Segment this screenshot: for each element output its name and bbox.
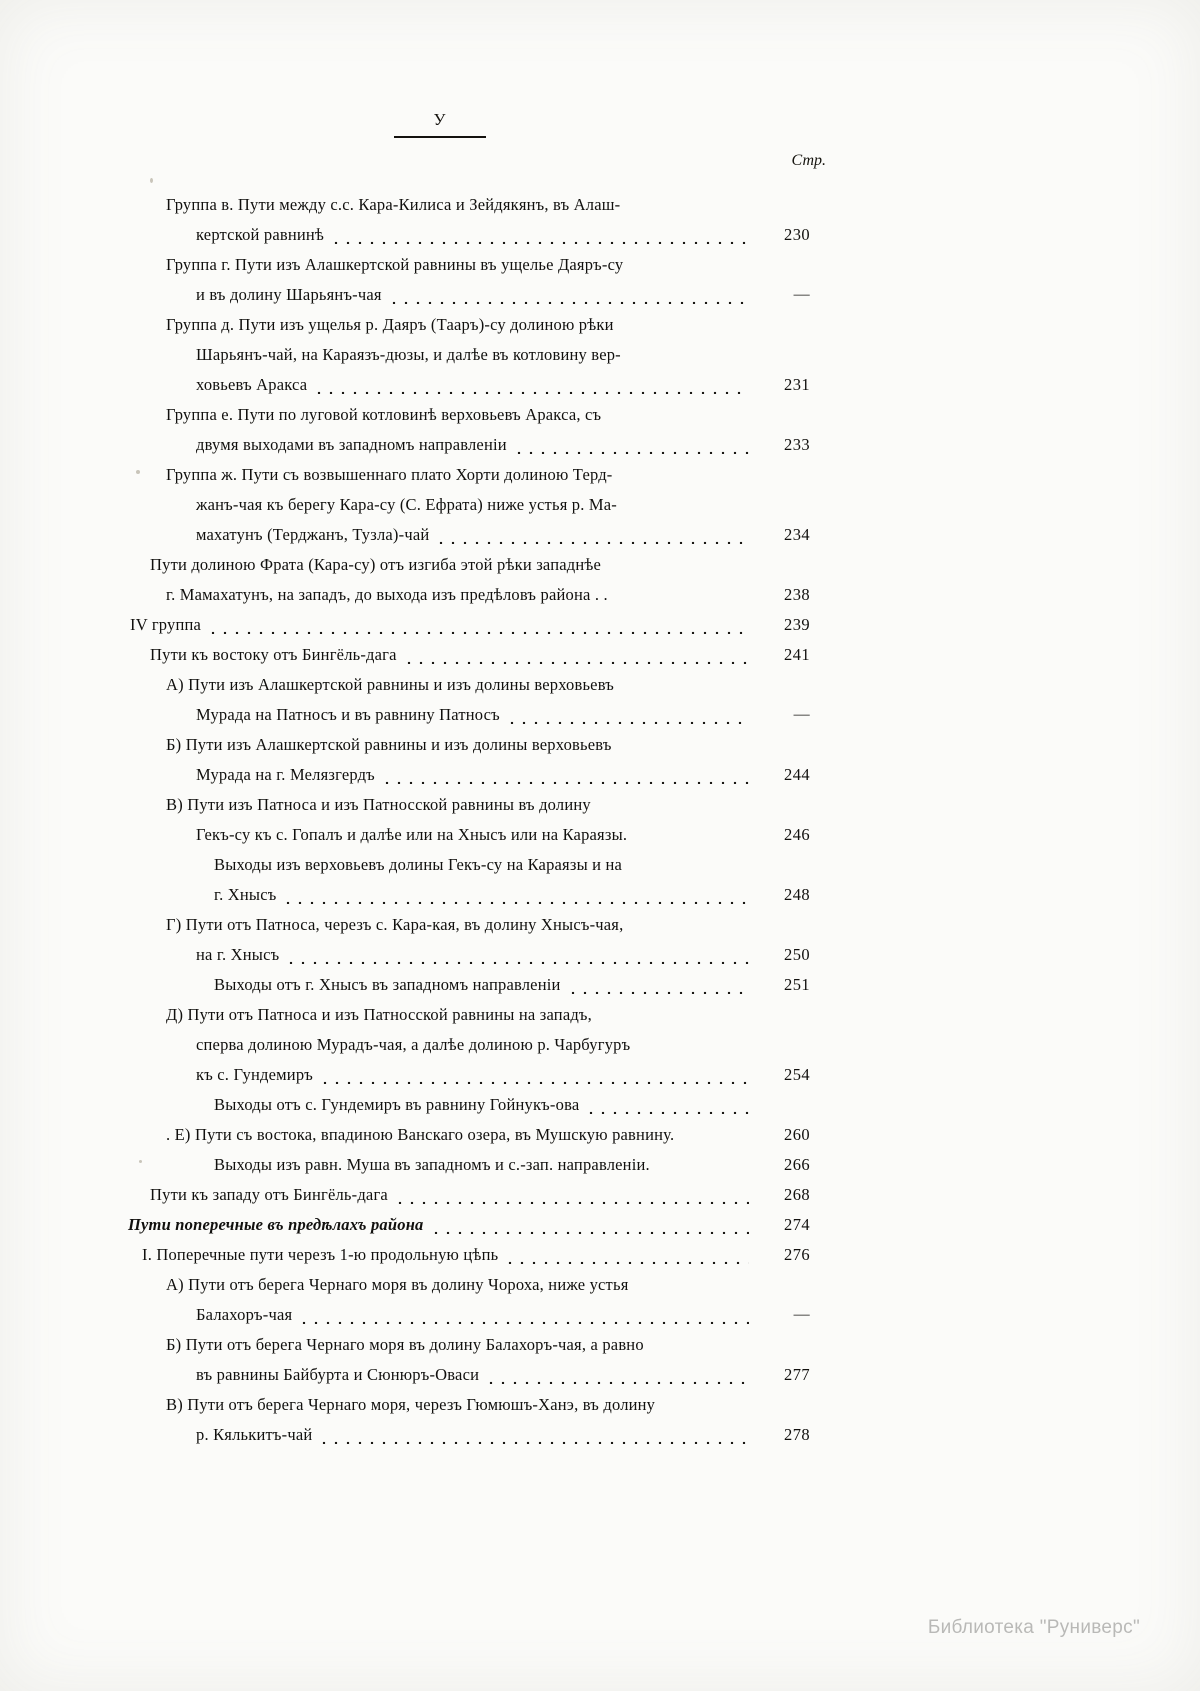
header-rule (394, 136, 486, 138)
toc-page-number: 266 (784, 1155, 810, 1174)
toc-leader-dots (403, 660, 749, 664)
toc-entry[interactable] (150, 1150, 810, 1179)
toc-leader-dots (585, 1110, 749, 1114)
toc-entry[interactable] (150, 370, 810, 399)
toc-entry[interactable] (150, 910, 810, 939)
toc-page-number: 231 (784, 375, 810, 394)
toc-entry[interactable] (150, 730, 810, 759)
toc-page-number: 278 (784, 1425, 810, 1444)
toc-page-number: 274 (784, 1215, 810, 1234)
toc-leader-dots (282, 900, 749, 904)
toc-entry-label: Пути поперечные въ предѣлахъ района (128, 1215, 424, 1234)
toc-entry[interactable] (150, 850, 810, 879)
toc-entry[interactable] (150, 190, 810, 219)
toc-entry[interactable] (150, 340, 810, 369)
toc-entry-label: Пути къ западу отъ Бингёль-дага (150, 1185, 388, 1204)
toc-entry-label: Балахоръ-чая (196, 1305, 293, 1324)
toc-leader-dots (506, 720, 749, 724)
toc-entry-label: В) Пути изъ Патноса и изъ Патносской равнины въ долину (166, 795, 591, 814)
toc-entry-label: IV группа (130, 615, 202, 634)
toc-page-number: 254 (784, 1065, 810, 1084)
toc-entry-label: Б) Пути отъ берега Чернаго моря въ долину Балахоръ-чая, а равно (166, 1335, 644, 1354)
toc-page-number: 260 (784, 1125, 810, 1144)
toc-leader-dots (207, 630, 749, 634)
toc-page-number: 233 (784, 435, 810, 454)
toc-entry-label: Выходы изъ равн. Муша въ западномъ и с.-зап. направленіи. (214, 1155, 650, 1174)
toc-entry[interactable] (150, 460, 810, 489)
toc-page-number: — (793, 1306, 810, 1323)
toc-leader-dots (319, 1080, 749, 1084)
toc-page-number: 250 (784, 945, 810, 964)
toc-page-number: 246 (784, 825, 810, 844)
toc-entry[interactable] (150, 1420, 810, 1449)
page-speck (136, 470, 140, 474)
toc-leader-dots (330, 240, 749, 244)
toc-entry-label: Г) Пути отъ Патноса, черезъ с. Кара-кая, въ долину Хнысъ-чая, (166, 915, 624, 934)
toc-page-number: 251 (784, 975, 810, 994)
toc-entry[interactable] (142, 1240, 810, 1269)
toc-entry[interactable] (150, 580, 810, 609)
toc-entry-label: Выходы изъ верховьевъ долины Гекъ-су на Караязы и на (214, 855, 623, 874)
toc-entry[interactable] (150, 490, 810, 519)
toc-entry[interactable] (150, 1180, 810, 1209)
toc-entry-label: Б) Пути изъ Алашкертской равнины и изъ долины верховьевъ (166, 735, 612, 754)
toc-leader-dots (485, 1380, 749, 1384)
toc-entry-label: А) Пути изъ Алашкертской равнины и изъ долины верховьевъ (166, 675, 615, 694)
toc-entry[interactable] (150, 1330, 810, 1359)
toc-entry-label: Пути долиною Фрата (Кара-су) отъ изгиба этой рѣки западнѣе (150, 555, 602, 574)
toc-entry[interactable] (150, 880, 810, 909)
toc-leader-dots (567, 990, 749, 994)
toc-entry[interactable] (150, 1030, 810, 1059)
toc-entry[interactable] (150, 430, 810, 459)
page-content (128, 110, 826, 1450)
toc-entry-label: Шарьянъ-чай, на Караязъ-дюзы, и далѣе въ котловину вер- (196, 345, 621, 364)
toc-leader-dots (435, 540, 749, 544)
table-of-contents (128, 190, 810, 1449)
toc-entry-label: Гекъ-су къ с. Гопалъ и далѣе или на Хнысъ или на Караязы. (196, 825, 628, 844)
toc-entry[interactable] (150, 1090, 810, 1119)
toc-entry[interactable] (128, 1210, 810, 1239)
toc-entry[interactable] (150, 970, 810, 999)
toc-leader-dots (318, 1440, 749, 1444)
toc-entry[interactable] (150, 790, 810, 819)
toc-leader-dots (504, 1260, 749, 1264)
toc-entry-label: Выходы отъ с. Гундемиръ въ равнину Гойнукъ-ова (214, 1095, 580, 1114)
toc-entry-label: Группа е. Пути по луговой котловинѣ верховьевъ Аракса, съ (166, 405, 602, 424)
toc-entry[interactable] (150, 700, 810, 729)
toc-entry[interactable] (150, 640, 810, 669)
toc-entry-label: Группа в. Пути между с.с. Кара-Килиса и Зейдякянъ, въ Алаш- (166, 195, 621, 214)
toc-page-number: 230 (784, 225, 810, 244)
toc-entry[interactable] (150, 1300, 810, 1329)
toc-leader-dots (394, 1200, 749, 1204)
toc-entry[interactable] (150, 760, 810, 789)
toc-entry-label: Группа ж. Пути съ возвышеннаго плато Хорти долиною Терд- (166, 465, 613, 484)
page-speck (139, 1160, 142, 1163)
toc-leader-dots (430, 1230, 749, 1234)
toc-entry-label: ховьевъ Аракса (196, 375, 308, 394)
toc-entry-label: . Е) Пути съ востока, впадиною Ванскаго озера, въ Мушскую равнину. (166, 1125, 675, 1144)
toc-entry[interactable] (150, 670, 810, 699)
toc-page-number: 276 (784, 1245, 810, 1264)
toc-entry[interactable] (150, 280, 810, 309)
toc-entry[interactable] (150, 1060, 810, 1089)
toc-entry[interactable] (150, 400, 810, 429)
toc-leader-dots (381, 780, 749, 784)
toc-entry-label: Мурада на г. Мелязгердъ (196, 765, 375, 784)
toc-page-number: 234 (784, 525, 810, 544)
toc-page-number: — (793, 286, 810, 303)
toc-entry-label: Мурада на Патносъ и въ равнину Патносъ (196, 705, 500, 724)
toc-page-number: 277 (784, 1365, 810, 1384)
toc-leader-dots (298, 1320, 749, 1324)
column-header-pages: Стр. (791, 152, 826, 169)
toc-entry-label: къ с. Гундемиръ (196, 1065, 314, 1084)
toc-entry[interactable] (150, 550, 810, 579)
toc-entry-label: г. Хнысъ (214, 885, 277, 904)
toc-entry-label: В) Пути отъ берега Чернаго моря, черезъ Гюмюшъ-Ханэ, въ долину (166, 1395, 656, 1414)
toc-entry-label: I. Поперечные пути черезъ 1-ю продольную цѣпь (142, 1245, 499, 1264)
toc-entry[interactable] (150, 940, 810, 969)
toc-entry-label: кертской равнинѣ (196, 225, 325, 244)
toc-entry-label: жанъ-чая къ берегу Кара-су (С. Ефрата) ниже устья р. Ма- (196, 495, 617, 514)
toc-entry[interactable] (150, 1000, 810, 1029)
toc-entry[interactable] (150, 1270, 810, 1299)
toc-page-number: — (793, 706, 810, 723)
toc-page-number: 248 (784, 885, 810, 904)
toc-entry-label: Группа г. Пути изъ Алашкертской равнины въ ущелье Даяръ-су (166, 255, 624, 274)
toc-entry-label: Д) Пути отъ Патноса и изъ Патносской равнины на западъ, (166, 1005, 592, 1024)
toc-entry[interactable] (150, 250, 810, 279)
toc-entry[interactable] (150, 310, 810, 339)
toc-entry[interactable] (150, 1120, 810, 1149)
toc-entry-label: на г. Хнысъ (196, 945, 280, 964)
toc-leader-dots (285, 960, 749, 964)
library-watermark: Библиотека "Руниверс" (927, 1617, 1140, 1638)
toc-entry-label: Группа д. Пути изъ ущелья р. Даяръ (Тааръ)-су долиною рѣки (166, 315, 614, 334)
toc-leader-dots (313, 390, 749, 394)
toc-entry[interactable] (150, 820, 810, 849)
toc-entry[interactable] (150, 220, 810, 249)
toc-entry-label: А) Пути отъ берега Чернаго моря въ долину Чороха, ниже устья (166, 1275, 629, 1294)
toc-entry-label: двумя выходами въ западномъ направленіи (196, 435, 507, 454)
toc-page-number: 239 (784, 615, 810, 634)
toc-entry-label: и въ долину Шарьянъ-чая (196, 285, 382, 304)
toc-leader-dots (513, 450, 749, 454)
toc-entry[interactable] (150, 1360, 810, 1389)
toc-entry[interactable] (150, 520, 810, 549)
toc-entry-label: р. Кялькитъ-чай (196, 1425, 313, 1444)
folio-number: У (433, 110, 447, 129)
toc-entry-label: Выходы отъ г. Хнысъ въ западномъ направленіи (214, 975, 561, 994)
toc-entry-label: въ равнины Байбурта и Сюнюръ-Оваси (196, 1365, 480, 1384)
toc-page-number: 238 (784, 585, 810, 604)
toc-entry-label: махатунъ (Терджанъ, Тузла)-чай (196, 525, 430, 544)
toc-page-number: 268 (784, 1185, 810, 1204)
toc-leader-dots (388, 300, 749, 304)
toc-entry-label: г. Мамахатунъ, на западъ, до выхода изъ предѣловъ района . . (166, 585, 608, 604)
toc-page-number: 241 (784, 645, 810, 664)
toc-entry-label: Пути къ востоку отъ Бингёль-дага (150, 645, 397, 664)
toc-entry-label: сперва долиною Мурадъ-чая, а далѣе долиною р. Чарбугуръ (196, 1035, 631, 1054)
toc-entry[interactable] (130, 610, 810, 639)
toc-page-number: 244 (784, 765, 810, 784)
toc-entry[interactable] (150, 1390, 810, 1419)
